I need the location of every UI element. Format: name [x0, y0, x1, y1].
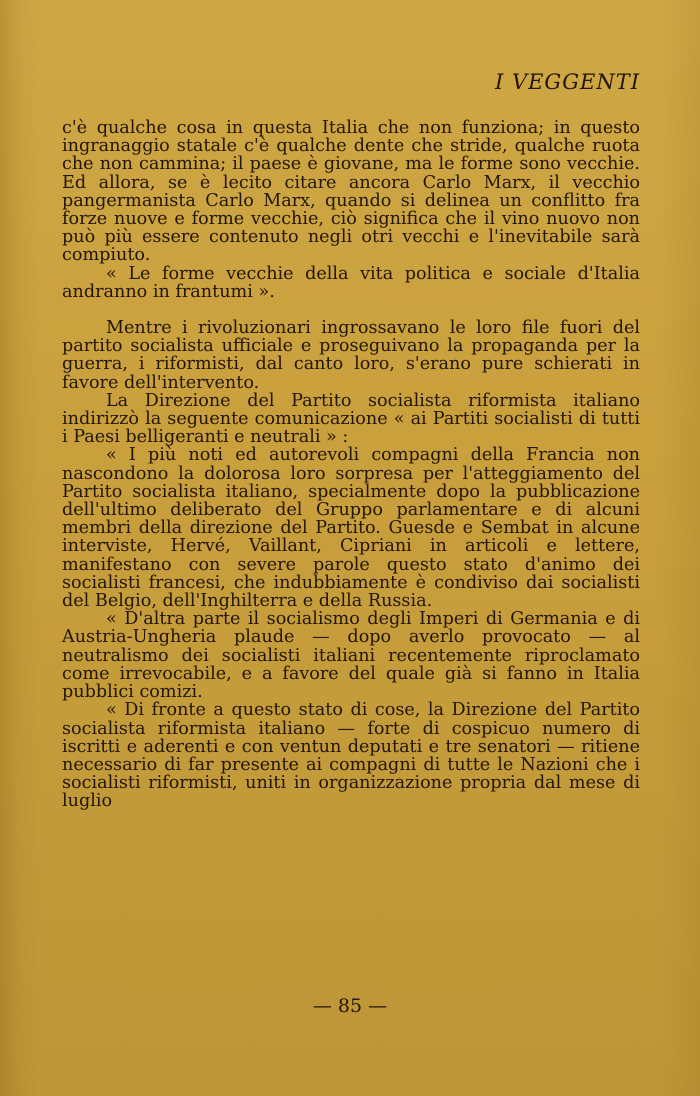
- paragraph: Mentre i rivoluzionari ingrossavano le loro file fuori del partito socialista ufficiale e proseguivano la propaganda per la guerra, i riformisti, dal canto loro, s'erano pure schierati in favore dell'intervento.: [62, 318, 640, 393]
- paragraph-quote: « D'altra parte il socialismo degli Imperi di Germania e di Austria-Ungheria plaude — dopo averlo provocato — al neutralismo dei socialisti italiani recentemente riproclamato come irrevocabile, e a favore del quale già si fanno in Italia pubblici comizi.: [62, 609, 640, 703]
- paragraph: La Direzione del Partito socialista riformista italiano indirizzò la seguente comunicazione « ai Partiti socialisti di tutti i Paesi belligeranti e neutrali » :: [62, 390, 640, 448]
- paragraph-continuation: c'è qualche cosa in questa Italia che non funziona; in questo ingranaggio statale c'è qualche dente che stride, qualche ruota che non cammina; il paese è giovane, ma le forme sono vecchie. Ed allora, se è lecito citare ancora Carlo Marx, il vecchio pangermanista Carlo Marx, quando si delinea un conflitto fra forze nuove e forme vecchie, ciò significa che il vino nuovo non può più essere contenuto negli otri vecchi e l'inevitabile sarà compiuto.: [62, 118, 640, 266]
- paragraph-quote: « Di fronte a questo stato di cose, la Direzione del Partito socialista riformista italiano — forte di cospicuo numero di iscritti e aderenti e con ventun deputati e tre senatori — ritiene necessario di far presente ai compagni di tutte le Nazioni che i socialisti riformisti, uniti in organizzazione propria dal mese di luglio: [62, 700, 640, 812]
- running-header: I VEGGENTI: [494, 70, 640, 94]
- paragraph-quote: « I più noti ed autorevoli compagni della Francia non nascondono la dolorosa loro sorpresa per l'atteggiamento del Partito socialista italiano, specialmente dopo la pubblicazione dell'ultimo deliberato del Gruppo parlamentare e di alcuni membri della direzione del Partito. Guesde e Sembat in alcune interviste, Hervé, Vaillant, Cipriani in articoli e lettere, manifestano con severe parole questo stato d'animo dei socialisti francesi, che indubbiamente è condiviso dai socialisti del Belgio, dell'Inghilterra e della Russia.: [62, 445, 640, 612]
- paragraph-quote: « Le forme vecchie della vita politica e sociale d'Italia andranno in frantumi ».: [62, 263, 640, 302]
- page-number: — 85 —: [312, 995, 388, 1017]
- body-text: [62, 119, 640, 811]
